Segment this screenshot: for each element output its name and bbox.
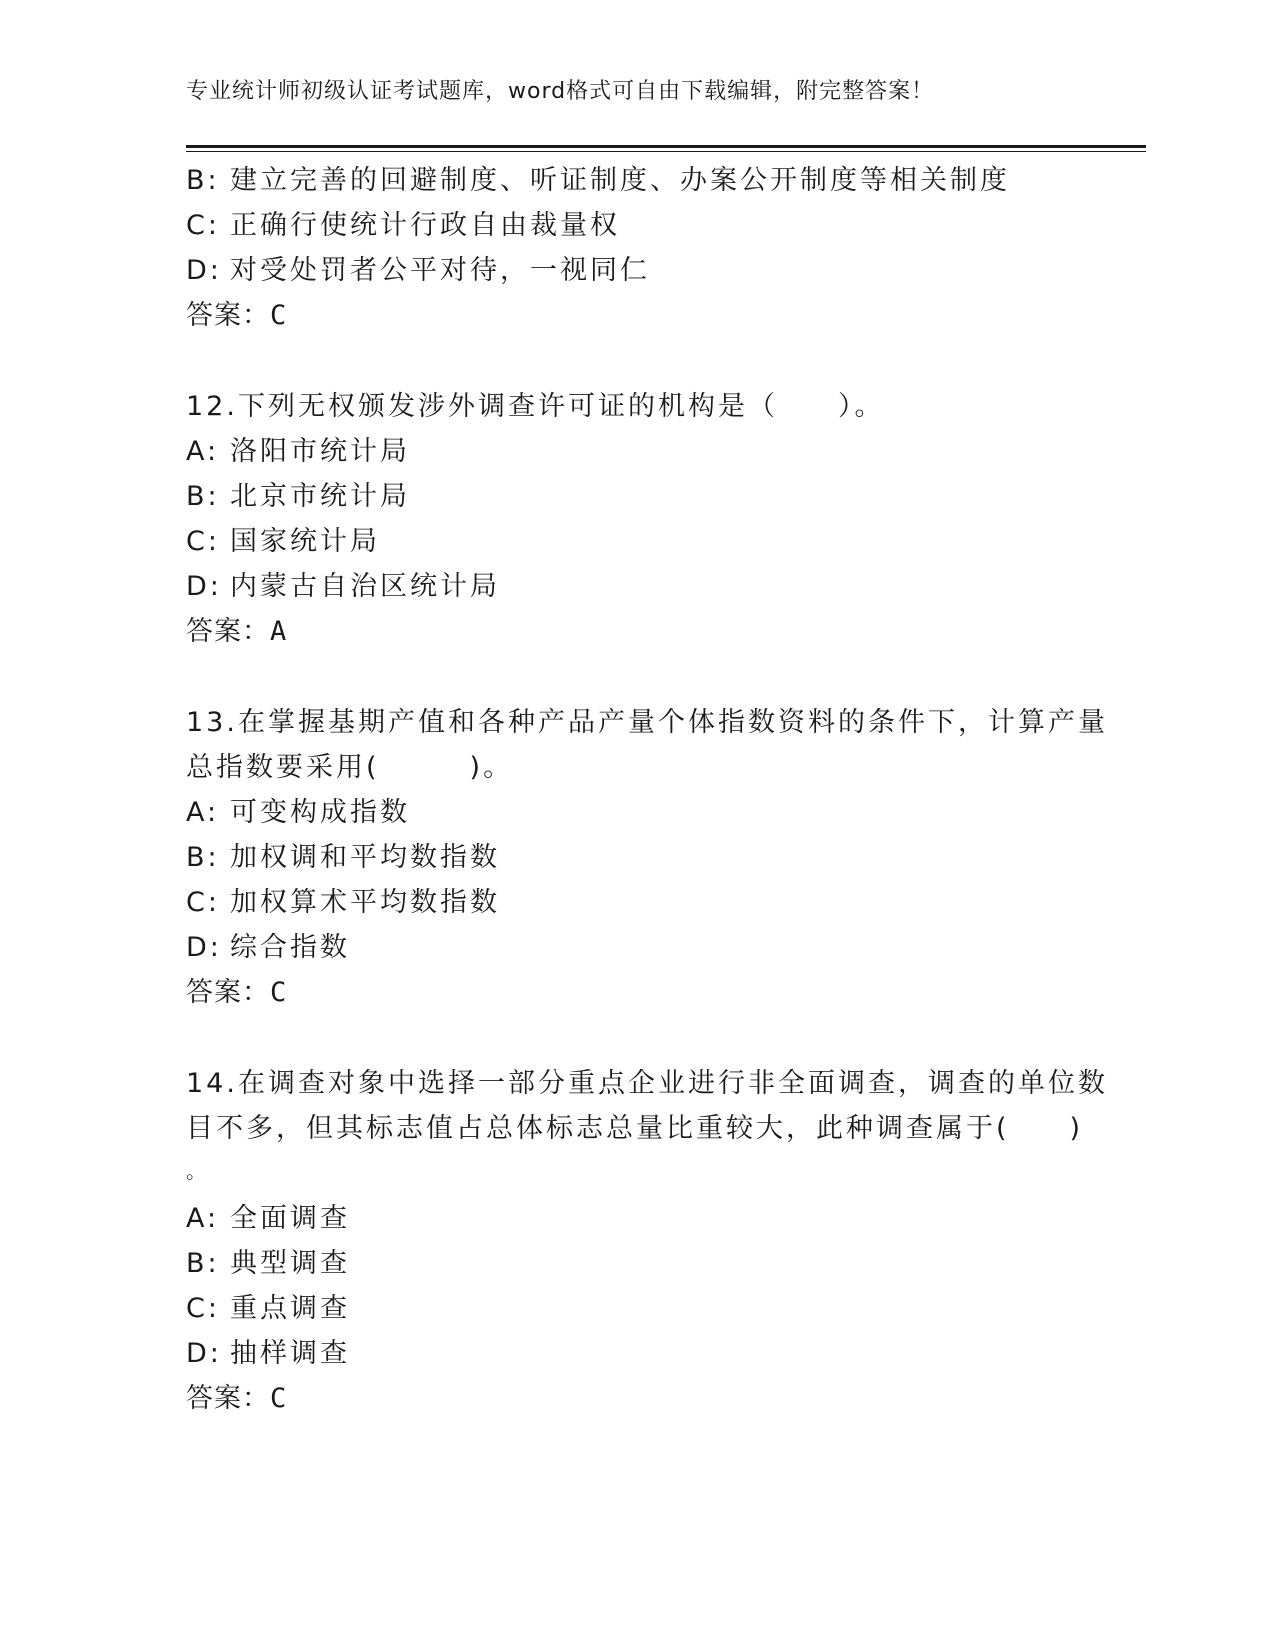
option-b [186, 158, 1086, 203]
option-text: 抽样调查 [230, 1338, 350, 1369]
option-key: D: [186, 1338, 222, 1369]
option-key: B: [186, 481, 220, 512]
option-key: D: [186, 571, 222, 602]
answer-line [186, 1376, 1086, 1421]
answer-value: C [270, 977, 288, 1008]
option-text: 国家统计局 [230, 526, 380, 557]
option-c [186, 880, 1086, 925]
option-key: C: [186, 1293, 220, 1324]
option-key: C: [186, 526, 220, 557]
option-c [186, 203, 1086, 248]
option-c [186, 519, 1086, 564]
header-rule-thick [186, 145, 1146, 148]
question-stem: 13.在掌握基期产值和各种产品产量个体指数资料的条件下，计算产量 [186, 707, 1108, 738]
question-13 [186, 700, 1108, 1015]
option-key: D: [186, 932, 222, 963]
option-d [186, 564, 1086, 609]
option-text: 北京市统计局 [230, 481, 410, 512]
answer-label: 答案： [186, 616, 270, 647]
question-stem: 总指数要采用( )。 [186, 752, 514, 783]
option-text: 内蒙古自治区统计局 [230, 571, 500, 602]
option-key: B: [186, 842, 220, 873]
option-text: 全面调查 [230, 1203, 350, 1234]
option-text: 对受处罚者公平对待，一视同仁 [230, 255, 650, 286]
answer-value: C [270, 1383, 288, 1414]
option-key: B: [186, 165, 220, 196]
document-body [186, 158, 1108, 1421]
option-text: 加权调和平均数指数 [230, 842, 500, 873]
option-d [186, 1331, 1086, 1376]
option-key: A: [186, 1203, 220, 1234]
question-12 [186, 384, 1086, 654]
answer-label: 答案： [186, 1383, 270, 1414]
option-a [186, 1196, 1086, 1241]
option-text: 可变构成指数 [230, 797, 410, 828]
option-key: C: [186, 887, 220, 918]
page-header: 专业统计师初级认证考试题库，word格式可自由下载编辑，附完整答案！ [186, 79, 935, 104]
answer-label: 答案： [186, 977, 270, 1008]
option-text: 正确行使统计行政自由裁量权 [230, 210, 620, 241]
option-d [186, 925, 1086, 970]
option-text: 综合指数 [230, 932, 350, 963]
answer-line [186, 970, 1086, 1015]
header-rule-thin [186, 151, 1146, 152]
answer-line [186, 293, 1086, 338]
option-d [186, 248, 1086, 293]
answer-value: C [270, 300, 288, 331]
question-stem: 14.在调查对象中选择一部分重点企业进行非全面调查，调查的单位数 [186, 1068, 1108, 1099]
option-text: 典型调查 [230, 1248, 350, 1279]
option-key: B: [186, 1248, 220, 1279]
option-key: A: [186, 797, 220, 828]
option-text: 洛阳市统计局 [230, 436, 410, 467]
option-key: C: [186, 210, 220, 241]
answer-label: 答案： [186, 300, 270, 331]
option-text: 重点调查 [230, 1293, 350, 1324]
question-stem: 。 [186, 1159, 209, 1183]
answer-value: A [270, 616, 288, 647]
question-stem: 12.下列无权颁发涉外调查许可证的机构是（ ）。 [186, 391, 885, 422]
option-text: 建立完善的回避制度、听证制度、办案公开制度等相关制度 [230, 165, 1010, 196]
option-b [186, 474, 1086, 519]
option-b [186, 1241, 1086, 1286]
option-text: 加权算术平均数指数 [230, 887, 500, 918]
question-11-continuation [186, 158, 1086, 338]
option-a [186, 790, 1086, 835]
option-key: D: [186, 255, 222, 286]
answer-line [186, 609, 1086, 654]
question-14 [186, 1061, 1108, 1421]
option-key: A: [186, 436, 220, 467]
option-c [186, 1286, 1086, 1331]
option-b [186, 835, 1086, 880]
question-stem: 目不多，但其标志值占总体标志总量比重较大，此种调查属于( ) [186, 1113, 1084, 1144]
option-a [186, 429, 1086, 474]
